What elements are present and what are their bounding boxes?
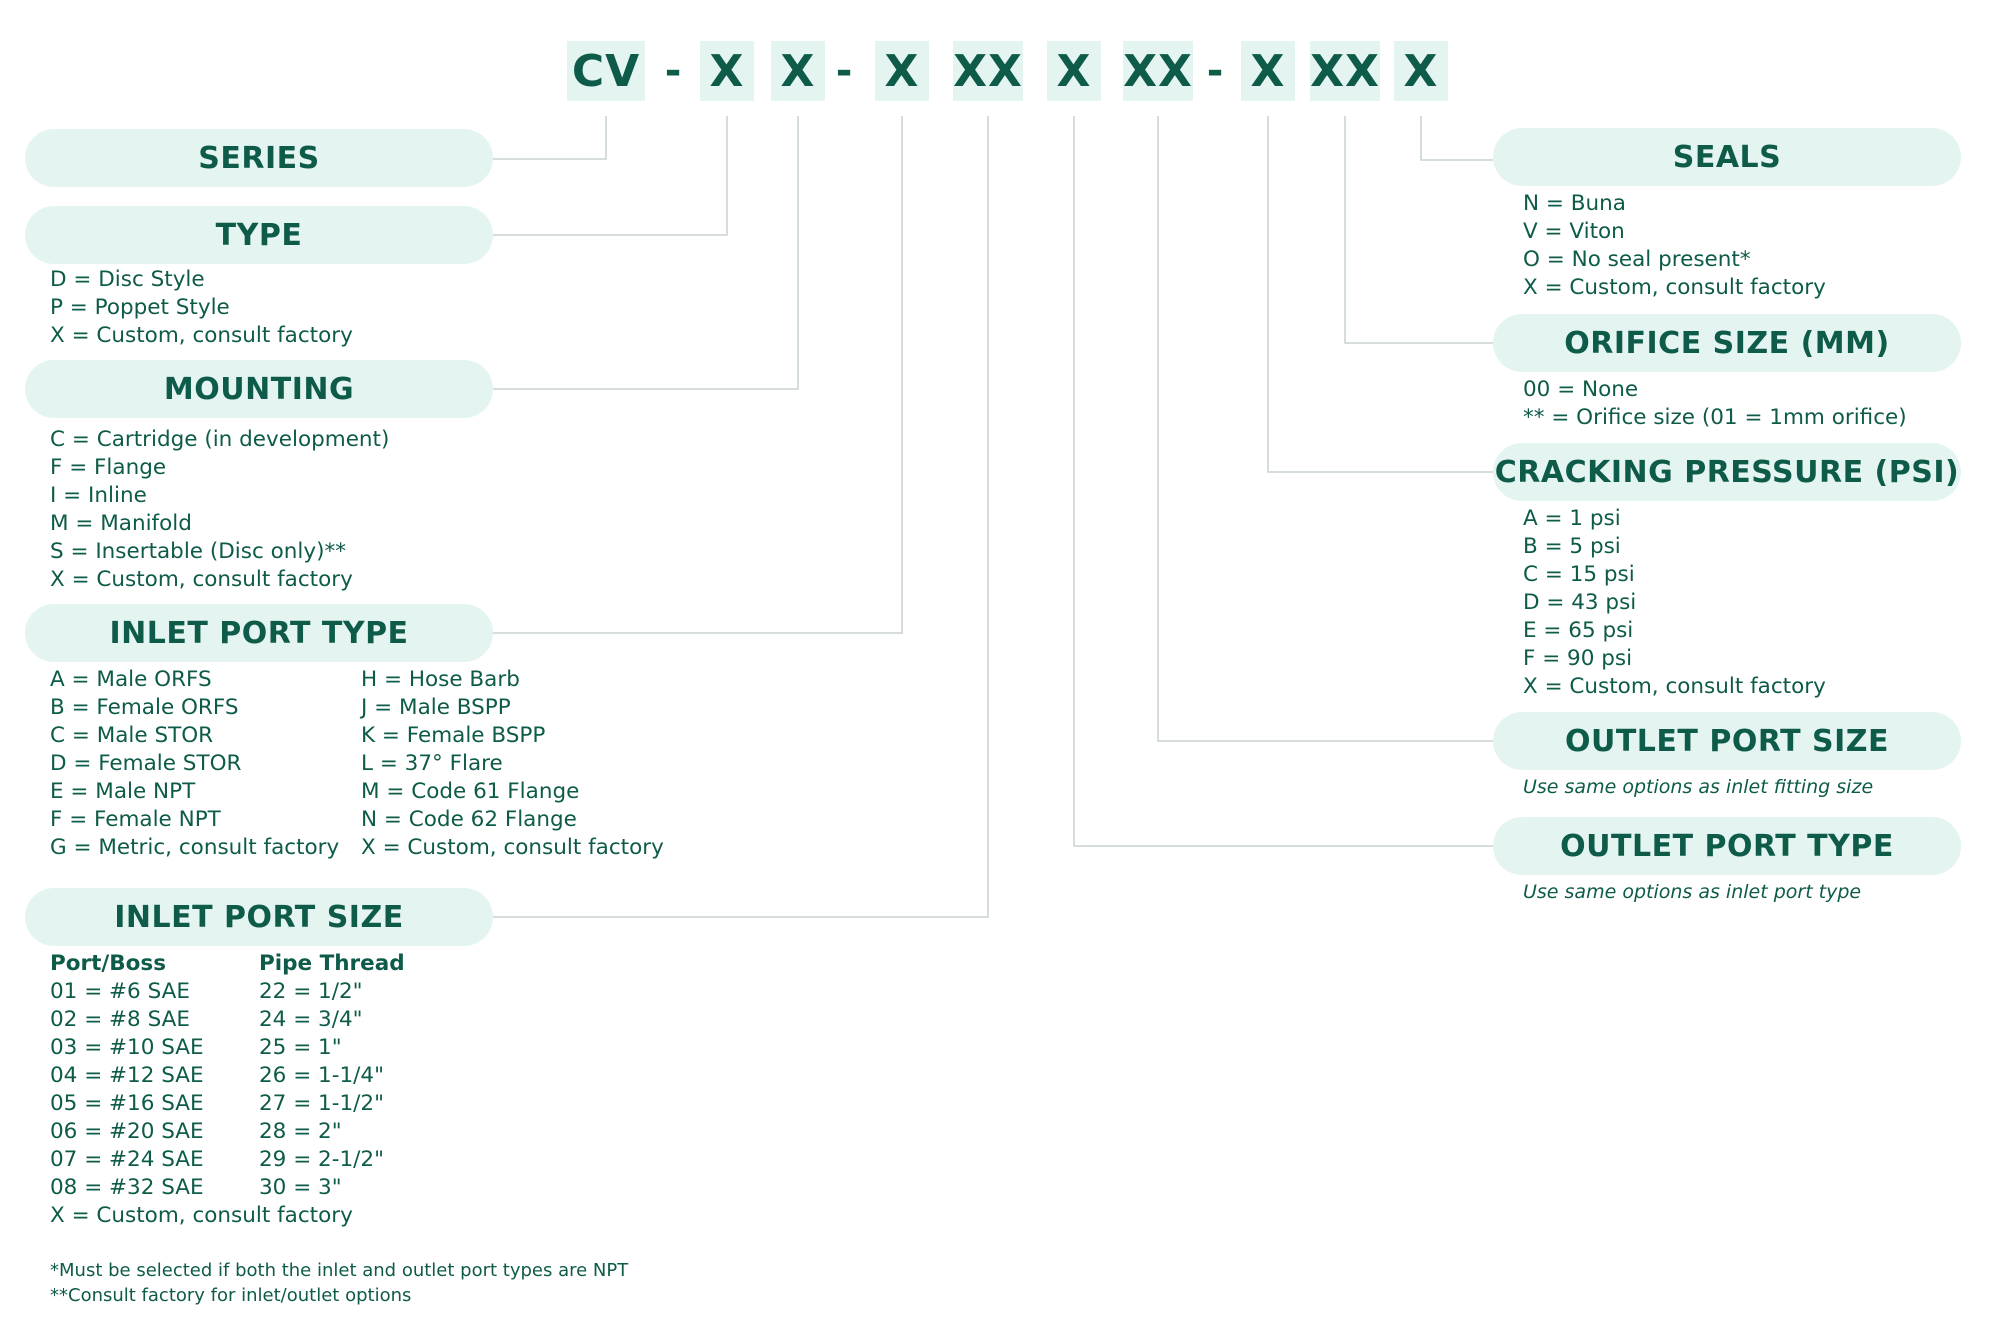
inlet-port-type-option: E = Male NPT	[50, 779, 196, 804]
inlet-port-size-option: 30 = 3"	[259, 1175, 342, 1200]
inlet-port-type-option: F = Female NPT	[50, 807, 221, 832]
footnote: *Must be selected if both the inlet and outlet port types are NPT	[50, 1260, 629, 1281]
code-segment-cracking-pressure: X	[1241, 41, 1295, 101]
inlet-port-size-option: 08 = #32 SAE	[50, 1175, 204, 1200]
inlet-port-size-option: 02 = #8 SAE	[50, 1007, 190, 1032]
inlet-port-type-option: G = Metric, consult factory	[50, 835, 340, 860]
outlet-port-size-note: Use same options as inlet fitting size	[1523, 776, 1874, 798]
inlet-port-size-option: 26 = 1-1/4"	[259, 1063, 384, 1088]
code-dash: -	[1206, 48, 1224, 94]
outlet-port-type-heading: OUTLET PORT TYPE	[1493, 817, 1961, 875]
inlet-port-type-heading: INLET PORT TYPE	[25, 604, 493, 662]
cracking-pressure-options	[1523, 505, 1826, 701]
inlet-port-size-option: 27 = 1-1/2"	[259, 1091, 384, 1116]
connector-series	[493, 116, 606, 159]
code-segment-orifice-size: XX	[1310, 41, 1380, 101]
mounting-options	[50, 426, 389, 594]
outlet-port-size-heading: OUTLET PORT SIZE	[1493, 712, 1961, 770]
inlet-port-size-option: 22 = 1/2"	[259, 979, 363, 1004]
inlet-port-type-option: C = Male STOR	[50, 723, 214, 748]
code-dash: -	[664, 48, 682, 94]
inlet-port-type-option: L = 37° Flare	[361, 751, 503, 776]
cracking-pressure-heading: CRACKING PRESSURE (PSI)	[1493, 443, 1961, 501]
inlet-port-size-option: 01 = #6 SAE	[50, 979, 190, 1004]
orifice-size-option: ** = Orifice size (01 = 1mm orifice)	[1523, 405, 1907, 430]
cracking-pressure-option: F = 90 psi	[1523, 646, 1633, 671]
inlet-port-type-option: H = Hose Barb	[361, 667, 520, 692]
inlet-port-type-options-col2	[361, 666, 664, 862]
mounting-option: I = Inline	[50, 483, 147, 508]
inlet-port-size-option: 29 = 2-1/2"	[259, 1147, 384, 1172]
pipe-thread-header: Pipe Thread	[259, 951, 405, 976]
code-segment-seals: X	[1394, 41, 1448, 101]
mounting-heading: MOUNTING	[25, 360, 493, 418]
inlet-port-size-option: 28 = 2"	[259, 1119, 342, 1144]
port-boss-header: Port/Boss	[50, 951, 167, 976]
code-segment-inlet-port-size: XX	[953, 41, 1023, 101]
seals-option: X = Custom, consult factory	[1523, 275, 1826, 300]
inlet-port-type-option: X = Custom, consult factory	[361, 835, 664, 860]
inlet-port-size-option: 06 = #20 SAE	[50, 1119, 204, 1144]
mounting-option: X = Custom, consult factory	[50, 567, 353, 592]
code-segment-outlet-port-size: XX	[1123, 41, 1193, 101]
inlet-port-type-option: K = Female BSPP	[361, 723, 546, 748]
seals-option: V = Viton	[1523, 219, 1625, 244]
orifice-size-options	[1523, 376, 1907, 432]
connector-orifice-size	[1345, 116, 1493, 343]
inlet-port-type-option: D = Female STOR	[50, 751, 242, 776]
seals-heading: SEALS	[1493, 128, 1961, 186]
inlet-port-size-heading: INLET PORT SIZE	[25, 888, 493, 946]
type-option: D = Disc Style	[50, 267, 205, 292]
series-heading: SERIES	[25, 129, 493, 187]
connector-mounting	[493, 116, 798, 389]
inlet-port-size-option: 25 = 1"	[259, 1035, 342, 1060]
inlet-port-size-option: 07 = #24 SAE	[50, 1147, 204, 1172]
inlet-port-size-option: 24 = 3/4"	[259, 1007, 363, 1032]
inlet-port-type-option: M = Code 61 Flange	[361, 779, 580, 804]
cracking-pressure-option: X = Custom, consult factory	[1523, 674, 1826, 699]
mounting-option: C = Cartridge (in development)	[50, 427, 390, 452]
code-segment-series: CV	[567, 41, 645, 101]
cracking-pressure-option: E = 65 psi	[1523, 618, 1634, 643]
code-dash: -	[835, 48, 853, 94]
inlet-port-size-option: 05 = #16 SAE	[50, 1091, 204, 1116]
cracking-pressure-option: D = 43 psi	[1523, 590, 1637, 615]
seals-option: O = No seal present*	[1523, 247, 1751, 272]
connector-outlet-port-type	[1074, 116, 1493, 846]
code-segment-inlet-port-type: X	[875, 41, 929, 101]
cracking-pressure-option: B = 5 psi	[1523, 534, 1621, 559]
inlet-port-type-option: J = Male BSPP	[361, 695, 511, 720]
code-segment-mounting: X	[771, 41, 825, 101]
inlet-port-size-option: 04 = #12 SAE	[50, 1063, 204, 1088]
cracking-pressure-option: C = 15 psi	[1523, 562, 1635, 587]
inlet-port-type-option: N = Code 62 Flange	[361, 807, 577, 832]
outlet-port-type-note: Use same options as inlet port type	[1523, 881, 1862, 903]
cracking-pressure-option: A = 1 psi	[1523, 506, 1621, 531]
code-segment-outlet-port-type: X	[1047, 41, 1101, 101]
inlet-port-size-option: 03 = #10 SAE	[50, 1035, 204, 1060]
inlet-port-type-option: A = Male ORFS	[50, 667, 212, 692]
connector-seals	[1421, 116, 1493, 160]
connector-inlet-port-type	[493, 116, 902, 633]
inlet-port-size-options-col2	[259, 950, 405, 1202]
connector-outlet-port-size	[1158, 116, 1493, 741]
seals-option: N = Buna	[1523, 191, 1626, 216]
connector-cracking-pressure	[1268, 116, 1493, 472]
orifice-size-option: 00 = None	[1523, 377, 1639, 402]
seals-options	[1523, 190, 1826, 302]
inlet-port-type-options-col1	[50, 666, 339, 862]
type-options	[50, 266, 353, 350]
inlet-port-type-option: B = Female ORFS	[50, 695, 239, 720]
mounting-option: S = Insertable (Disc only)**	[50, 539, 346, 564]
type-option: P = Poppet Style	[50, 295, 230, 320]
code-segment-type: X	[700, 41, 754, 101]
footnote: **Consult factory for inlet/outlet options	[50, 1285, 412, 1306]
type-option: X = Custom, consult factory	[50, 323, 353, 348]
connector-type	[493, 116, 727, 235]
inlet-port-size-custom: X = Custom, consult factory	[50, 1203, 353, 1228]
type-heading: TYPE	[25, 206, 493, 264]
mounting-option: M = Manifold	[50, 511, 192, 536]
orifice-size-heading: ORIFICE SIZE (MM)	[1493, 314, 1961, 372]
mounting-option: F = Flange	[50, 455, 167, 480]
